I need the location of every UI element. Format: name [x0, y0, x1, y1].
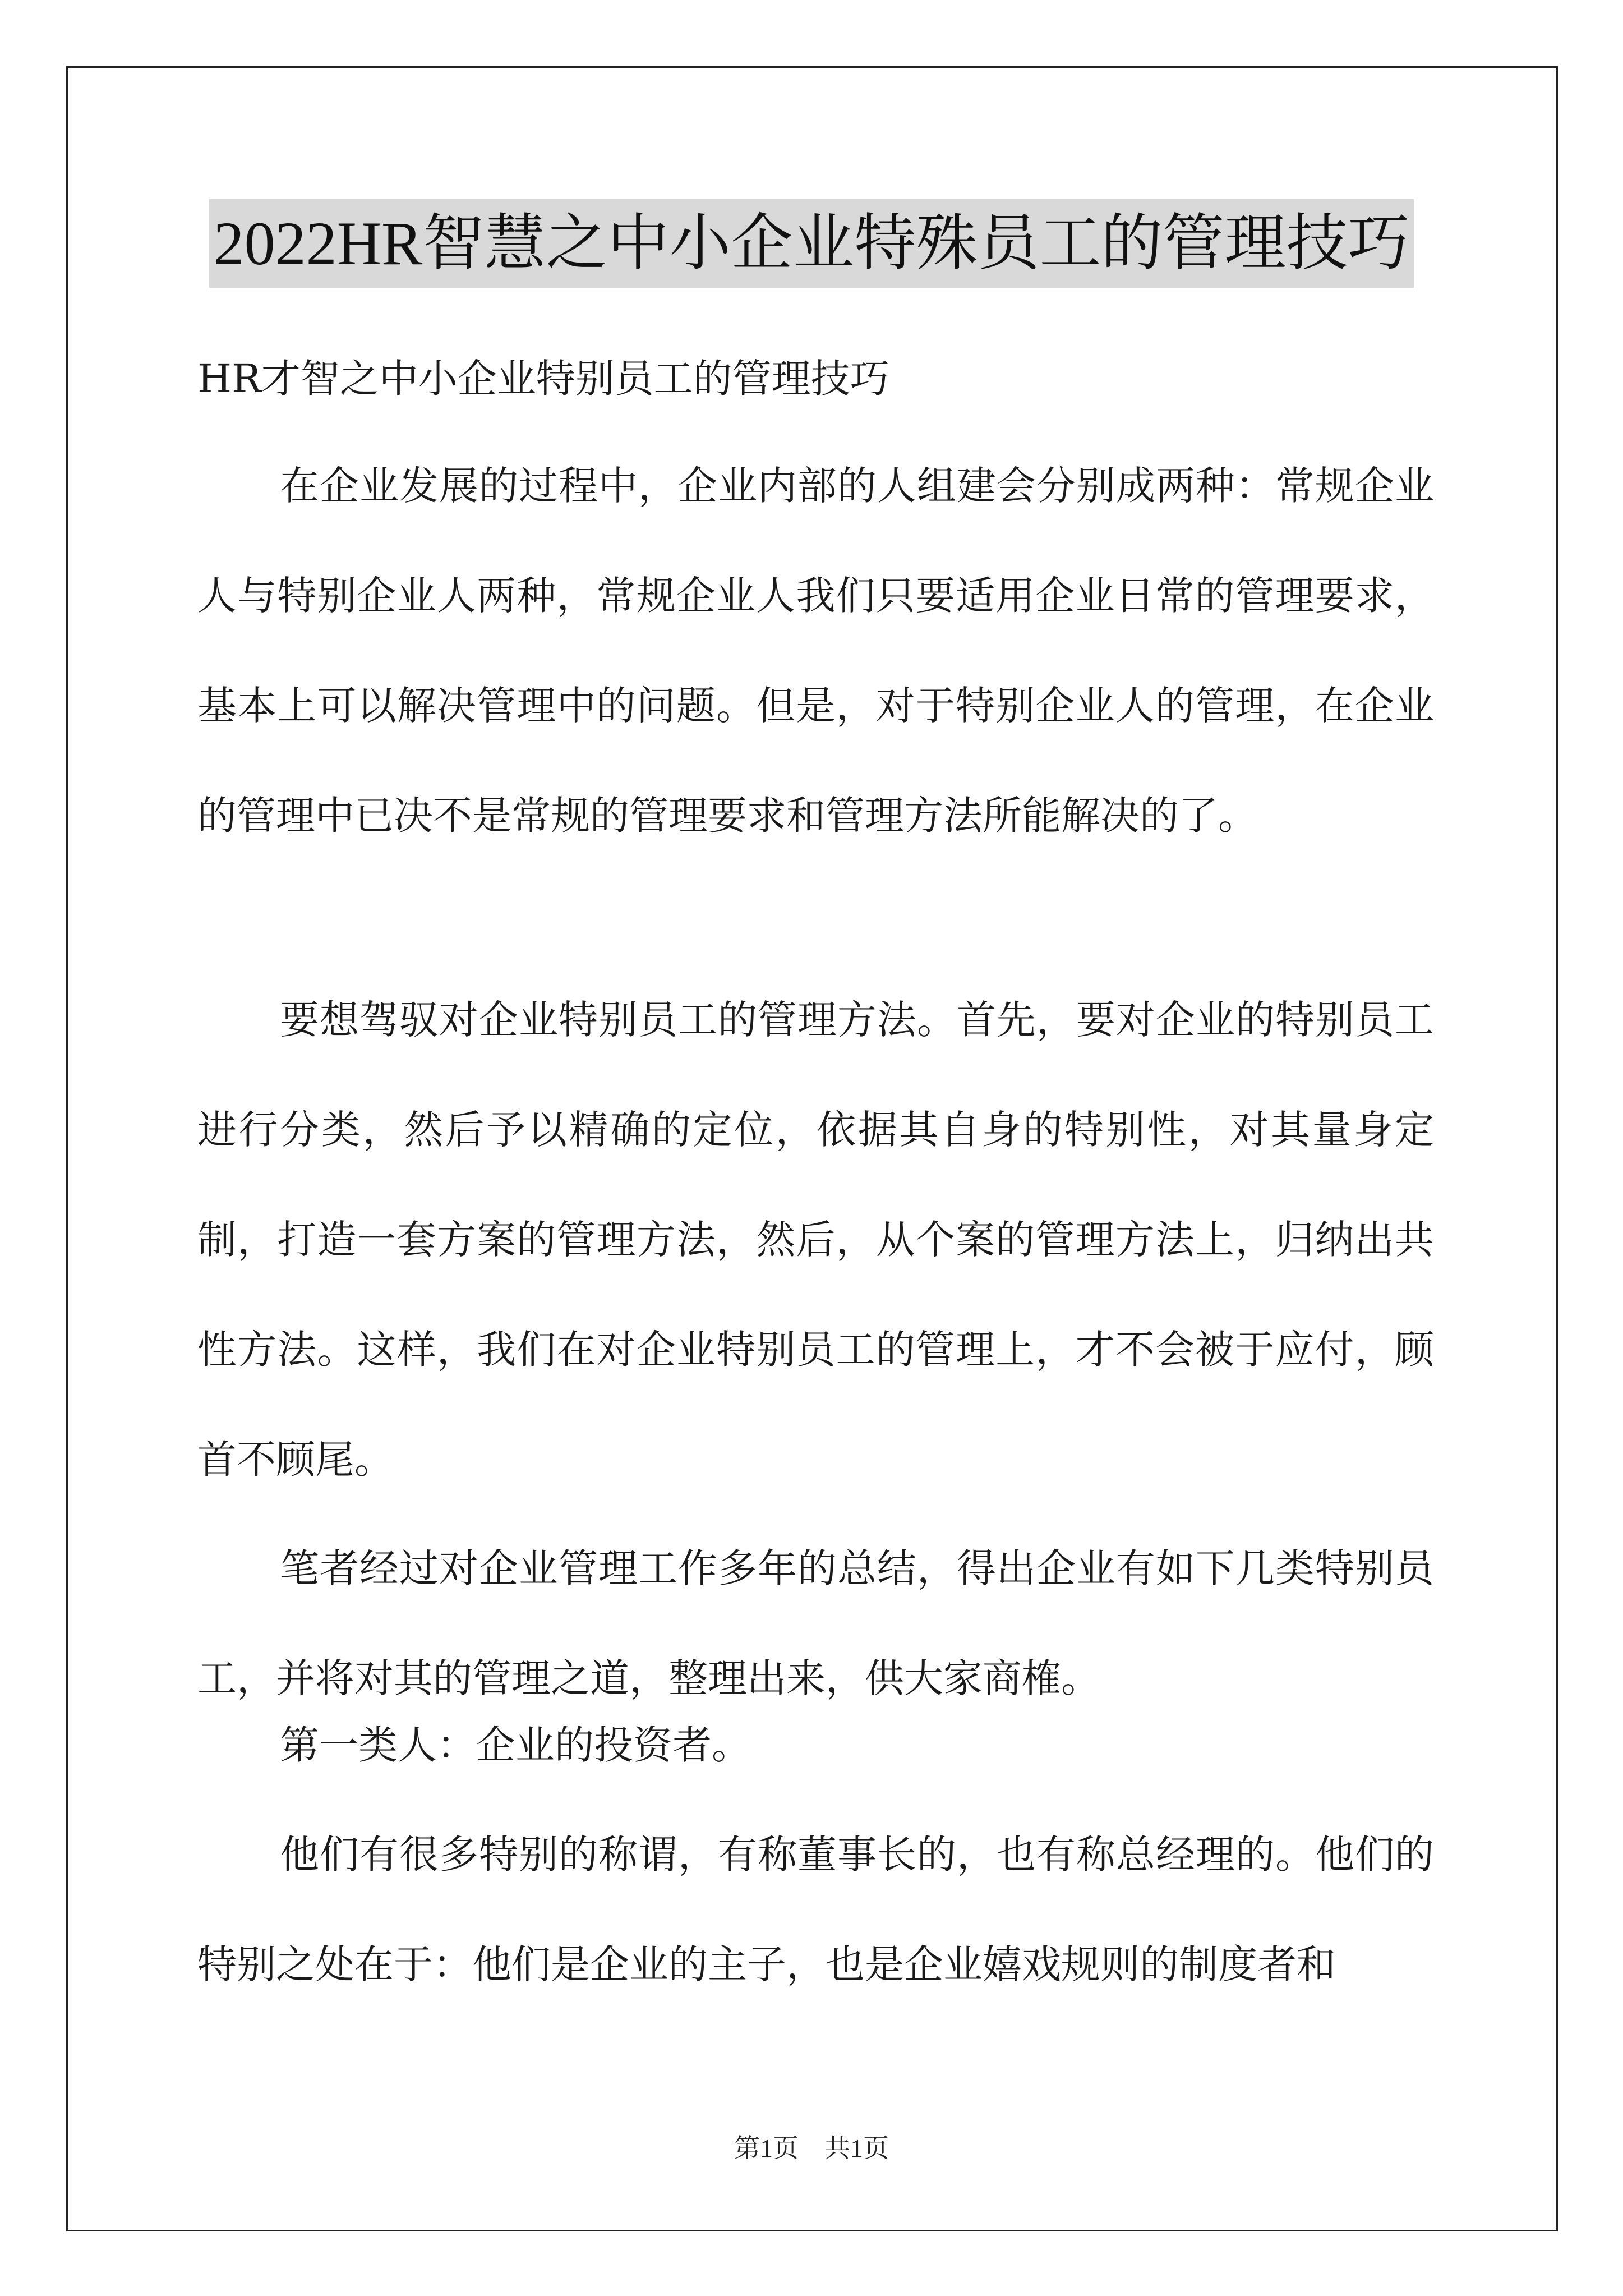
- paragraph-3: 笔者经过对企业管理工作多年的总结，得出企业有如下几类特别员工，并将对其的管理之道，整理出来，供大家商榷。: [197, 1545, 1434, 1701]
- paragraph-1: 在企业发展的过程中，企业内部的人组建会分别成两种：常规企业人与特别企业人两种，常规企业人我们只要适用企业日常的管理要求，基本上可以解决管理中的问题。但是，对于特别企业人的管理，在企业的管理中已决不是常规的管理要求和管理方法所能解决的了。: [197, 463, 1434, 839]
- document-title: 2022HR智慧之中小企业特殊员工的管理技巧: [209, 199, 1414, 288]
- document-subtitle: HR才智之中小企业特别员工的管理技巧: [197, 356, 889, 402]
- paragraph-5: 他们有很多特别的称谓，有称董事长的，也有称总经理的。他们的特别之处在于：他们是企业的主子，也是企业嬉戏规则的制度者和: [197, 1832, 1434, 1987]
- paragraph-2: 要想驾驭对企业特别员工的管理方法。首先，要对企业的特别员工进行分类，然后予以精确的定位，依据其自身的特别性，对其量身定制，打造一套方案的管理方法，然后，从个案的管理方法上，归纳出共性方法。这样，我们在对企业特别员工的管理上，才不会被于应付，顾首不顾尾。: [197, 997, 1434, 1483]
- page-footer: 第1页 共1页: [734, 2134, 889, 2162]
- paragraph-4: 第一类人：企业的投资者。: [280, 1722, 751, 1768]
- title-container: [0, 199, 1623, 288]
